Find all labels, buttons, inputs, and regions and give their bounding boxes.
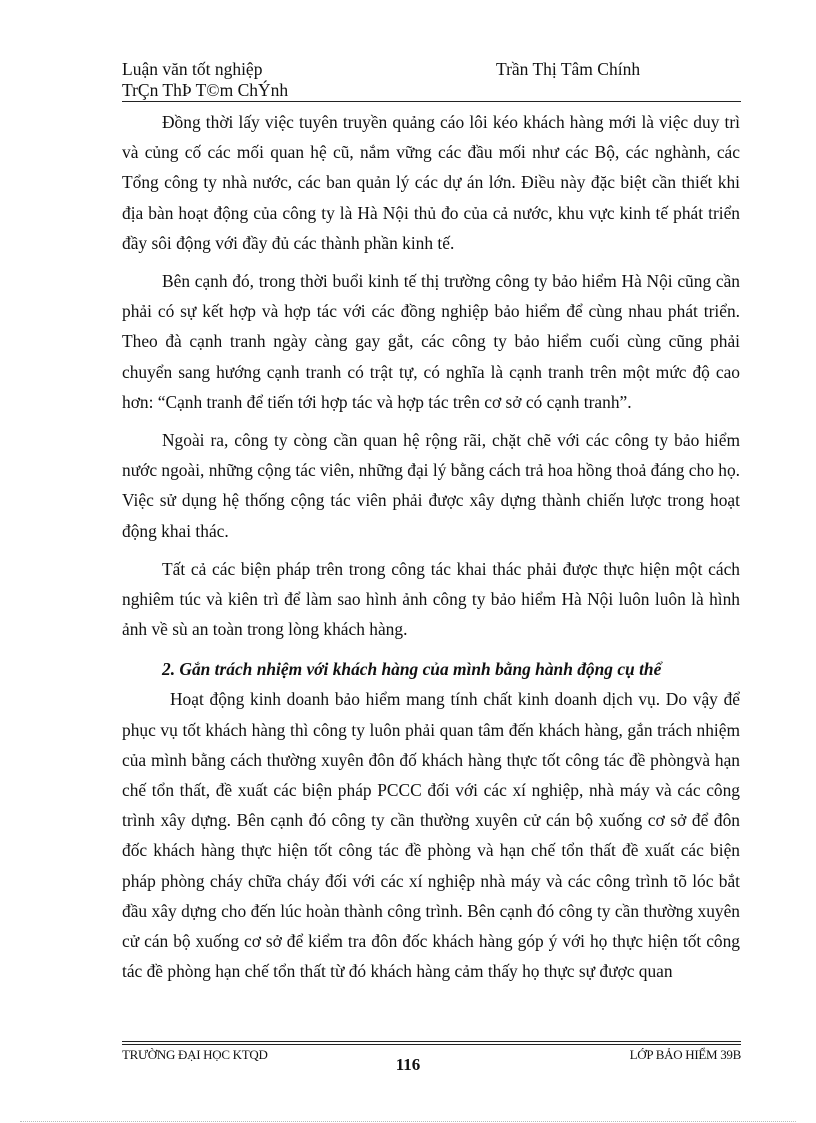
footer-rule-top [122,1041,741,1042]
footer-rule-bottom [122,1044,741,1045]
page-number: 116 [395,1055,421,1074]
page-edge-divider [20,1121,796,1122]
paragraph-2: Bên cạnh đó, trong thời buổi kinh tế thị trường công ty bảo hiểm Hà Nội cũng cần phải có sự kết hợp và hợp tác với các đồng nghiệp bảo hiểm để cùng nhau phát triển. Theo đà cạnh tranh ngày càng gay gắt, các công ty bảo hiểm cuối cùng cũng phải chuyển sang hướng cạnh tranh có trật tự, có nghĩa là cạnh tranh trên một mức độ cao hơn: “Cạnh tranh để tiến tới hợp tác và hợp tác trên cơ sở có cạnh tranh”. [122,271,740,412]
paragraph-1: Đồng thời lấy việc tuyên truyền quảng cáo lôi kéo khách hàng mới là việc duy trì và củng cố các mối quan hệ cũ, nắm vững các đầu mối như các Bộ, các nghành, các Tổng công ty nhà nước, các ban quản lý các dự án lớn. Điều này đặc biệt cần thiết khi địa bàn hoạt động của công ty là Hà Nội thủ đo của cả nước, khu vực kinh tế phát triển đầy sôi động với đầy đủ các thành phần kinh tế. [122,112,740,253]
section-paragraph: Hoạt động kinh doanh bảo hiểm mang tính chất kinh doanh dịch vụ. Do vậy để phục vụ tốt khách hàng thì công ty luôn phải quan tâm đến khách hàng, gắn trách nhiệm của mình bằng cách thường xuyên đôn đố khách hàng thực tốt công tác đề phòngvà hạn chế tổn thất, đề xuất các biện pháp PCCC đối với các xí nghiệp, nhà máy và các công trình xây dựng. Bên cạnh đó công ty cần thường xuyên cử cán bộ xuống cơ sở để đôn đốc khách hàng thực hiện tốt công tác đề phòng và hạn chế tổn thất đề xuất các biện pháp phòng cháy chữa cháy đối với các xí nghiệp nhà máy và các công trình tõ lóc bắt đầu xây dựng cho đến lúc hoàn thành công trình. Bên cạnh đó công ty cần thường xuyên cử cán bộ xuống cơ sở để kiểm tra đôn đốc khách hàng góp ý với họ thực hiện tốt công tác đề phòng hạn chế tổn thất từ đó khách hàng cảm thấy họ thực sự được quan [122,689,740,982]
header-rule [122,101,741,102]
thesis-title: Luận văn tốt nghiệp [122,59,263,79]
paragraph-4: Tất cả các biện pháp trên trong công tác khai thác phải được thực hiện một cách nghiêm túc và kiên trì để làm sao hình ảnh công ty bảo hiểm Hà Nội luôn luôn là hình ảnh về sù an toàn trong lòng khách hàng. [122,558,740,640]
footer-university: TRƯỜNG ĐẠI HỌC KTQD [122,1047,268,1062]
author-name: Trần Thị Tâm Chính [496,59,641,79]
paragraph-3: Ngoài ra, công ty còng cần quan hệ rộng rãi, chặt chẽ với các công ty bảo hiểm nước ngoài, những cộng tác viên, những đại lý bằng cách trả hoa hồng thoả đáng cho họ. Việc sử dụng hệ thống cộng tác viên phải được xây dựng thành chiến lược trong hoạt động khai thác. [122,430,740,541]
document-body [122,107,740,986]
author-name-garbled: TrÇn ThÞ T©m ChÝnh [122,80,289,100]
section-heading: 2. Gắn trách nhiệm với khách hàng của mình bằng hành động cụ thể [162,659,662,680]
footer-class: LỚP BẢO HIỂM 39B [629,1047,741,1062]
